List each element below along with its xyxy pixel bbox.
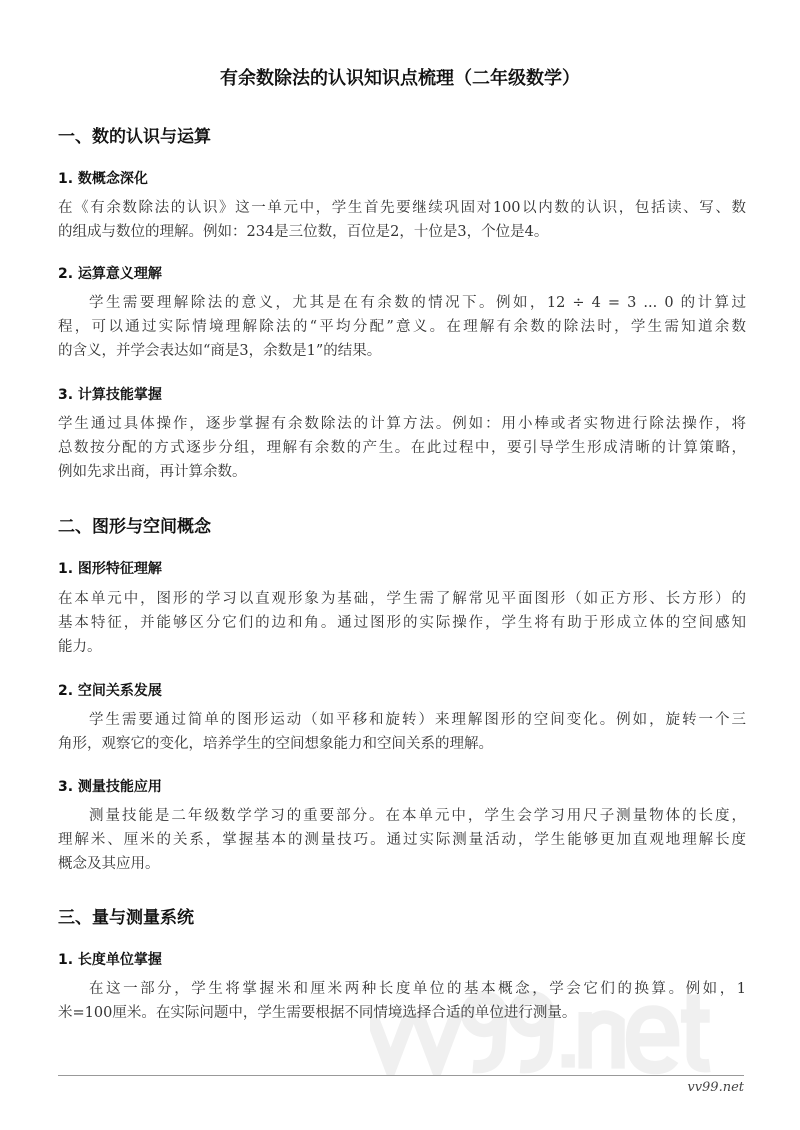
text-line: 概念及其应用。 (58, 856, 160, 872)
footer-site: vv99.net (687, 1080, 744, 1095)
paragraph (58, 977, 746, 1025)
text-line: 的组成与数位的理解。例如：234是三位数，百位是2，十位是3，个位是4。 (58, 224, 549, 240)
text-line: 学生通过具体操作，逐步掌握有余数除法的计算方法。例如：用小棒或者实物进行除法操作，将 (58, 416, 746, 432)
text-line: 角形，观察它的变化，培养学生的空间想象能力和空间关系的理解。 (58, 736, 493, 752)
text-line: 的含义，并学会表达如“商是3，余数是1”的结果。 (58, 343, 382, 359)
paragraph (58, 196, 746, 244)
text-line: 学生需要理解除法的意义，尤其是在有余数的情况下。例如，12 ÷ 4 = 3 ... 0 的计算过 (89, 295, 746, 311)
text-line: 学生需要通过简单的图形运动（如平移和旋转）来理解图形的空间变化。例如，旋转一个三 (89, 712, 746, 728)
section-heading: 二、图形与空间概念 (58, 517, 211, 537)
paragraph (58, 804, 746, 876)
text-line: 测量技能是二年级数学学习的重要部分。在本单元中，学生会学习用尺子测量物体的长度， (89, 808, 746, 824)
text-line: 在本单元中，图形的学习以直观形象为基础，学生需了解常见平面图形（如正方形、长方形）的 (58, 591, 746, 607)
footer-divider (58, 1075, 744, 1076)
subsection-heading: 1. 长度单位掌握 (58, 952, 162, 968)
section-heading: 一、数的认识与运算 (58, 127, 211, 147)
paragraph (58, 291, 746, 363)
subsection-heading: 2. 运算意义理解 (58, 266, 162, 282)
paragraph (58, 587, 746, 659)
subsection-heading: 1. 数概念深化 (58, 171, 148, 187)
text-line: 例如先求出商，再计算余数。 (58, 464, 247, 480)
text-line: 程，可以通过实际情境理解除法的“平均分配”意义。在理解有余数的除法时，学生需知道余数 (58, 319, 746, 335)
text-line: 在《有余数除法的认识》这一单元中，学生首先要继续巩固对100以内数的认识，包括读、写、数 (58, 200, 746, 216)
text-line: 基本特征，并能够区分它们的边和角。通过图形的实际操作，学生将有助于形成立体的空间感知 (58, 615, 746, 631)
text-line: 在这一部分，学生将掌握米和厘米两种长度单位的基本概念，学会它们的换算。例如，1 (89, 981, 746, 997)
subsection-heading: 1. 图形特征理解 (58, 561, 162, 577)
text-line: 总数按分配的方式逐步分组，理解有余数的产生。在此过程中，要引导学生形成清晰的计算策略， (58, 440, 746, 456)
subsection-heading: 3. 计算技能掌握 (58, 387, 162, 403)
text-line: 米=100厘米。在实际问题中，学生需要根据不同情境选择合适的单位进行测量。 (58, 1005, 577, 1021)
paragraph (58, 412, 746, 484)
paragraph (58, 708, 746, 756)
page-title: 有余数除法的认识知识点梳理（二年级数学） (220, 68, 580, 89)
text-line: 能力。 (58, 639, 102, 655)
section-heading: 三、量与测量系统 (58, 908, 194, 928)
subsection-heading: 2. 空间关系发展 (58, 683, 162, 699)
text-line: 理解米、厘米的关系，掌握基本的测量技巧。通过实际测量活动，学生能够更加直观地理解长度 (58, 832, 746, 848)
subsection-heading: 3. 测量技能应用 (58, 779, 162, 795)
